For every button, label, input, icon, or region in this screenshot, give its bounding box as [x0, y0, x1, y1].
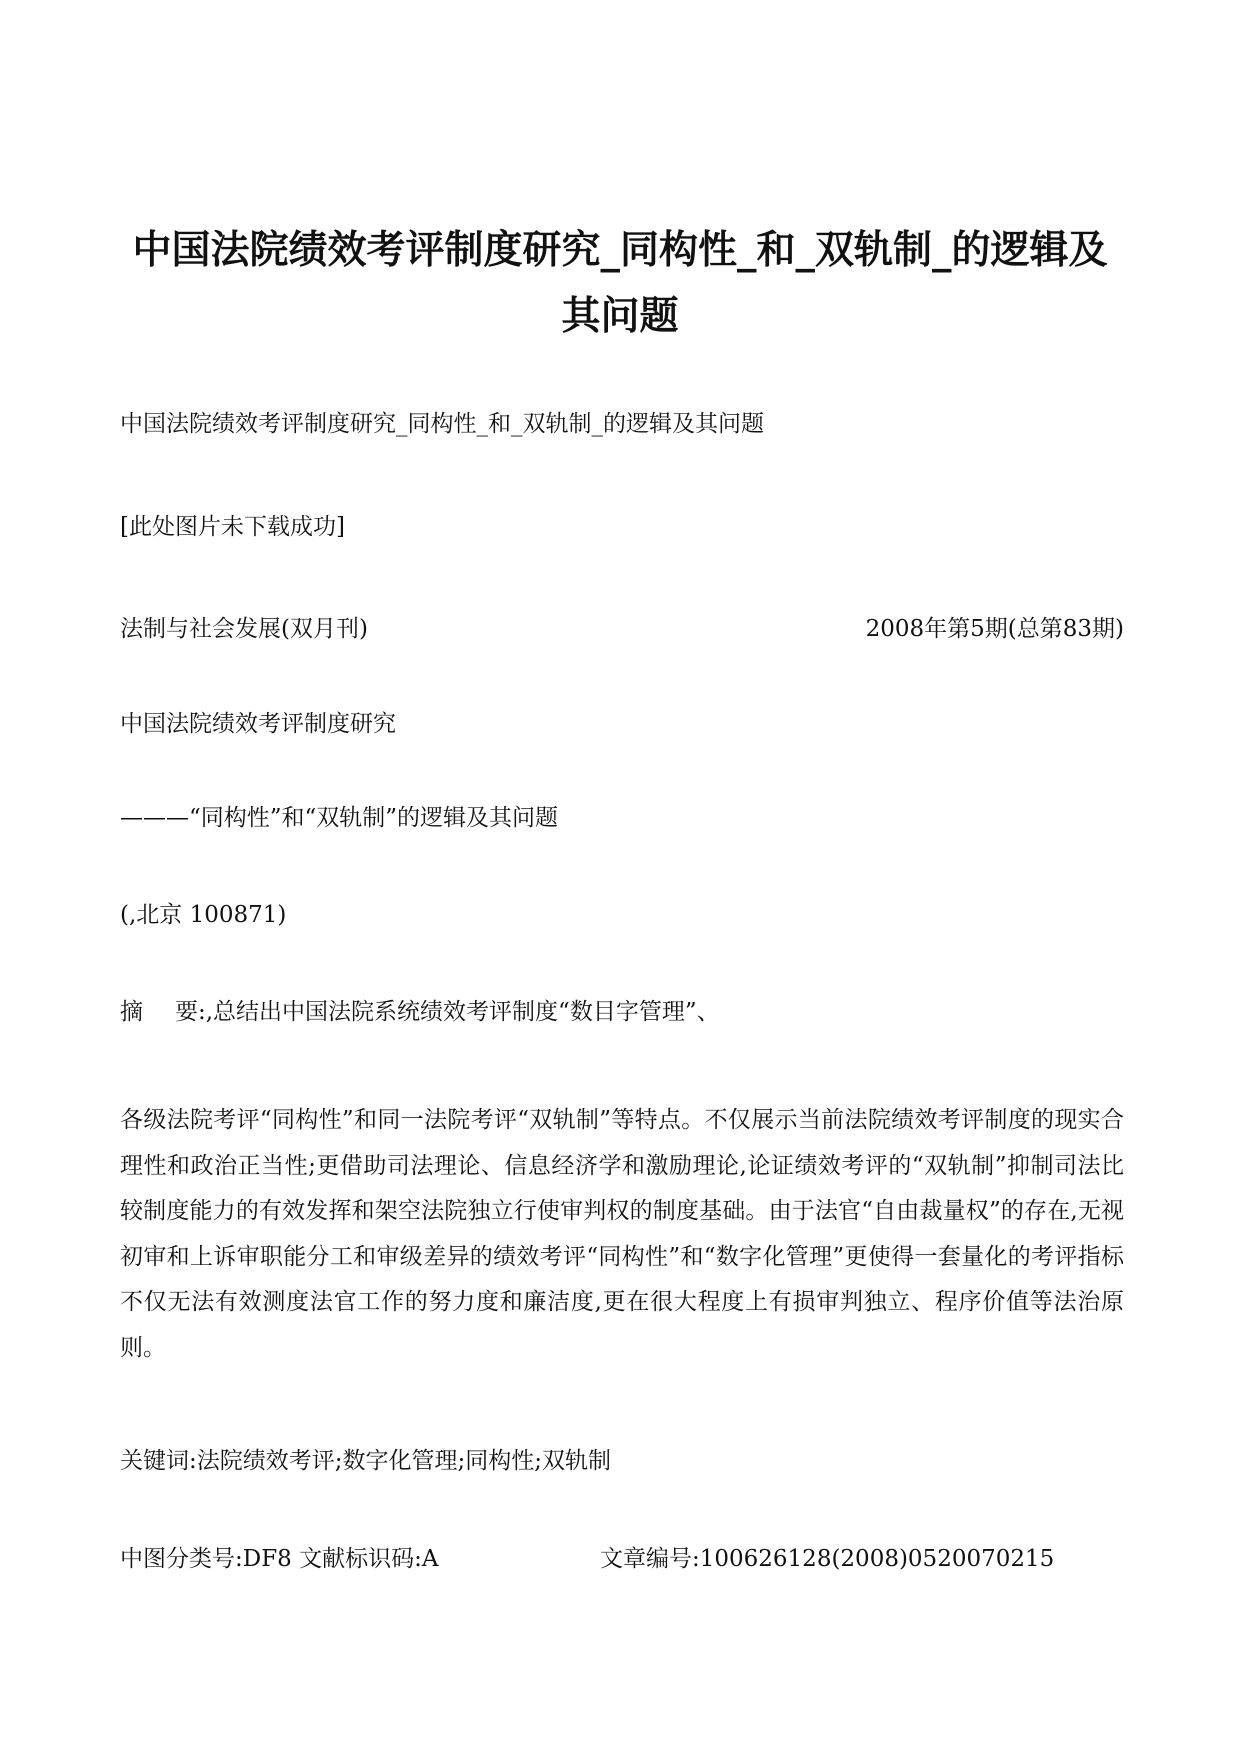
document-title: 中国法院绩效考评制度研究_同构性_和_双轨制_的逻辑及其问题 — [132, 228, 1108, 339]
classification-code: 中图分类号:DF8 文献标识码:A — [120, 1546, 439, 1572]
abstract-lead: ,总结出中国法院系统绩效考评制度“数目字管理”、 — [205, 999, 720, 1025]
keywords: 关键词:法院绩效考评;数字化管理;同构性;双轨制 — [120, 1448, 611, 1474]
classification-row — [120, 1542, 1055, 1576]
subtitle-line: 中国法院绩效考评制度研究_同构性_和_双轨制_的逻辑及其问题 — [120, 411, 764, 437]
article-subtitle: ———“同构性”和“双轨制”的逻辑及其问题 — [120, 805, 559, 831]
journal-info-row — [120, 612, 1124, 646]
article-title: 中国法院绩效考评制度研究 — [120, 711, 396, 737]
abstract-label: 摘 要: — [120, 999, 206, 1025]
journal-name: 法制与社会发展(双月刊) — [120, 616, 368, 642]
image-placeholder: [此处图片未下载成功] — [120, 514, 345, 540]
abstract-body: 各级法院考评“同构性”和同一法院考评“双轨制”等特点。不仅展示当前法院绩效考评制度的现实合理性和政治正当性;更借助司法理论、信息经济学和激励理论,论证绩效考评的“双轨制”抑制司法比较制度能力的有效发挥和架空法院独立行使审判权的制度基础。由于法官“自由裁量权”的存在,无视初审和上诉审职能分工和审级差异的绩效考评“同构性”和“数字化管理”更使得一套量化的考评指标不仅无法有效测度法官工作的努力度和廉洁度,更在很大程度上有损审判独立、程序价值等法治原则。 — [120, 1107, 1124, 1361]
article-number: 文章编号:100626128(2008)0520070215 — [600, 1546, 1055, 1572]
affiliation: (,北京 100871) — [120, 902, 287, 928]
journal-issue: 2008年第5期(总第83期) — [865, 616, 1124, 642]
abstract-first-line — [120, 995, 720, 1029]
